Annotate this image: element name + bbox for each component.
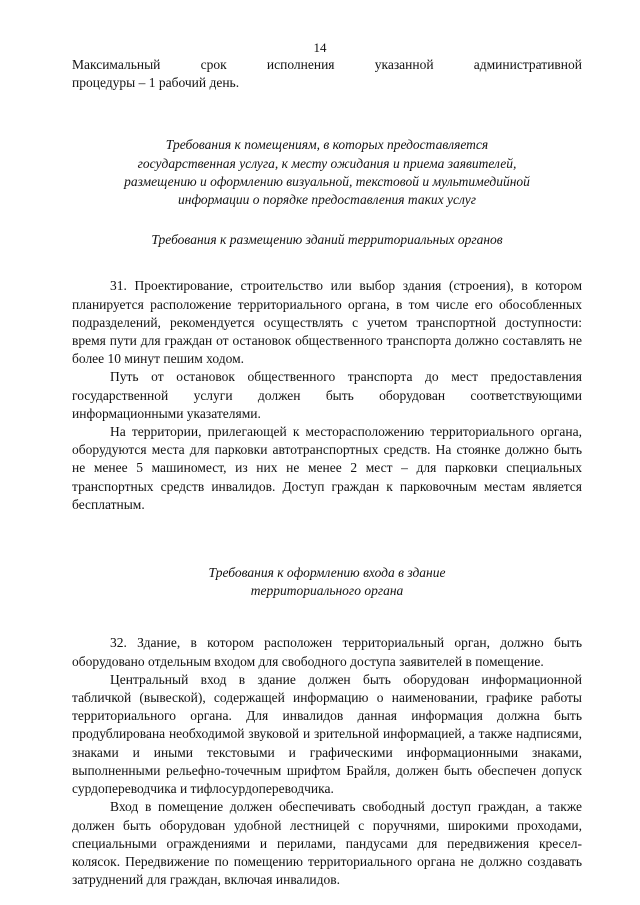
spacer xyxy=(72,249,582,277)
paragraph-32-signage: Центральный вход в здание должен быть оборудован информационной табличкой (вывеской), содержащей информацию о наименовании, графике работы территориального органа. Для инвалидов данная информация должна быть продублирована необходимой звуковой и зрительной информацией, а также надписями, знаками и иными текстовыми и графическими информационными знаками, выполненными рельефно-точечным шрифтом Брайля, должен быть обеспечен допуск сурдопереводчика и тифлосурдопереводчика. xyxy=(72,671,582,797)
intro-paragraph xyxy=(72,56,582,92)
paragraph-31-parking: На территории, прилегающей к месторасположению территориального органа, оборудуются места для парковки автотранспортных средств. На стоянке должно быть не менее 5 машиномест, из них не менее 2 мест – для парковки специальных транспортных средств инвалидов. Доступ граждан к парковочным местам является бесплатным. xyxy=(72,424,582,512)
intro-line-2: процедуры – 1 рабочий день. xyxy=(72,75,240,91)
document-body xyxy=(72,56,582,889)
section-heading-requirements-premises xyxy=(72,136,582,209)
subheading-building-placement: Требования к размещению зданий территориальных органов xyxy=(151,232,503,248)
spacer xyxy=(72,92,582,136)
paragraph-31-path: Путь от остановок общественного транспорта до мест предоставления государственной услуги должен быть оборудован соответствующими информационными указателями. xyxy=(72,369,582,421)
paragraph-32: 32. Здание, в котором расположен территориальный орган, должно быть оборудовано отдельным входом для свободного доступа заявителей в помещение. xyxy=(72,635,582,669)
page-number: 14 xyxy=(313,40,327,55)
intro-line-1: Максимальный срок исполнения указанной административной xyxy=(72,57,582,72)
subheading-entrance-line: территориального органа xyxy=(250,583,404,599)
subheading-entrance xyxy=(72,564,582,600)
paragraph-32-access: Вход в помещение должен обеспечивать свободный доступ граждан, а также должен быть оборудован удобной лестницей с поручнями, широкими проходами, специальными ограждениями и перилами, пандусами для передвижения кресел-колясок. Передвижение по помещению территориального органа не должно создавать затруднений для граждан, включая инвалидов. xyxy=(72,799,582,888)
spacer xyxy=(72,209,582,231)
subheading-entrance-line: Требования к оформлению входа в здание xyxy=(208,565,446,581)
section-heading-line: Требования к помещениям, в которых предоставляется xyxy=(165,137,489,153)
section-heading-line: государственная услуга, к месту ожидания и приема заявителей, xyxy=(137,155,517,171)
section-heading-line: информации о порядке предоставления таких услуг xyxy=(178,192,476,208)
section-heading-line: размещению и оформлению визуальной, текстовой и мультимедийной xyxy=(124,173,530,189)
spacer xyxy=(72,600,582,634)
spacer xyxy=(72,514,582,564)
paragraph-31: 31. Проектирование, строительство или выбор здания (строения), в котором планируется расположение территориального органа, в том числе его обособленных подразделений, рекомендуется осуществлять с учетом транспортной доступности: время пути для граждан от остановок общественного транспорта должно составлять не более 10 минут пешим ходом. xyxy=(72,278,582,367)
